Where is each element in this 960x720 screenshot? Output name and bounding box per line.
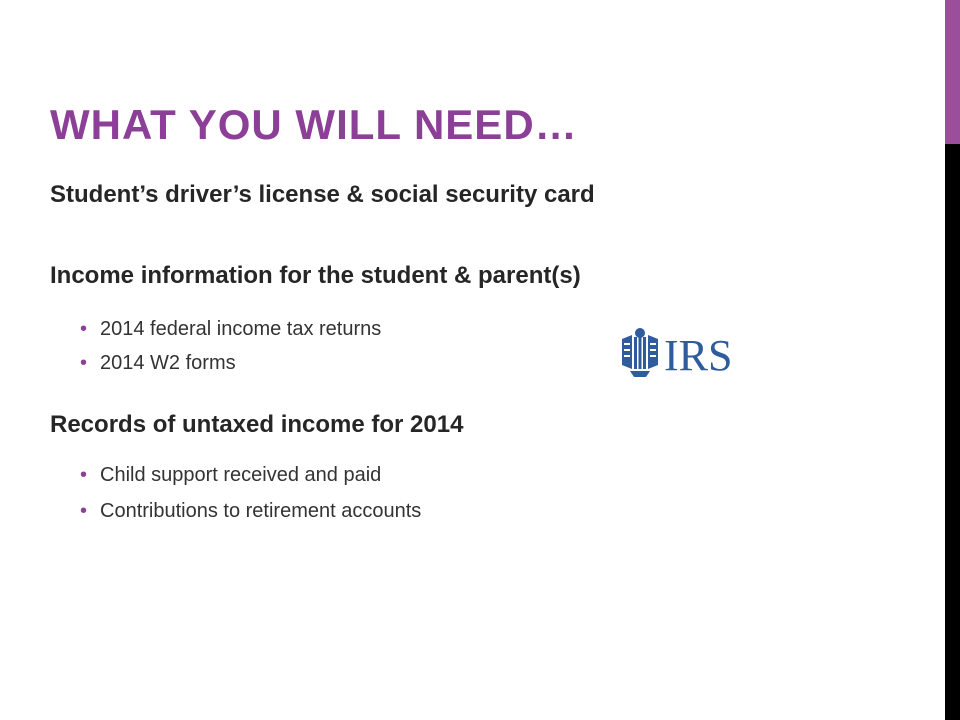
list-item-text: 2014 W2 forms bbox=[100, 352, 236, 374]
bullet-icon: • bbox=[80, 318, 88, 340]
section-heading-license: Student’s driver’s license & social security card bbox=[50, 181, 595, 208]
slide-title: WHAT YOU WILL NEED… bbox=[50, 101, 578, 148]
list-item bbox=[80, 353, 236, 373]
list-item-text: 2014 federal income tax returns bbox=[100, 318, 382, 340]
bullet-icon: • bbox=[80, 352, 88, 374]
bullet-icon: • bbox=[80, 464, 88, 486]
list-item-text: Contributions to retirement accounts bbox=[100, 500, 422, 522]
irs-logo-text: IRS bbox=[664, 331, 733, 380]
bullet-icon: • bbox=[80, 500, 88, 522]
section-heading-untaxed: Records of untaxed income for 2014 bbox=[50, 411, 464, 438]
list-item bbox=[80, 501, 421, 521]
sidebar-dark-bar bbox=[945, 144, 960, 720]
list-item bbox=[80, 319, 381, 339]
irs-eagle-icon bbox=[618, 325, 758, 381]
irs-logo bbox=[618, 325, 758, 381]
list-item bbox=[80, 465, 381, 485]
section-heading-income: Income information for the student & parent(s) bbox=[50, 262, 581, 289]
list-item-text: Child support received and paid bbox=[100, 464, 382, 486]
sidebar-accent-bar bbox=[945, 0, 960, 144]
